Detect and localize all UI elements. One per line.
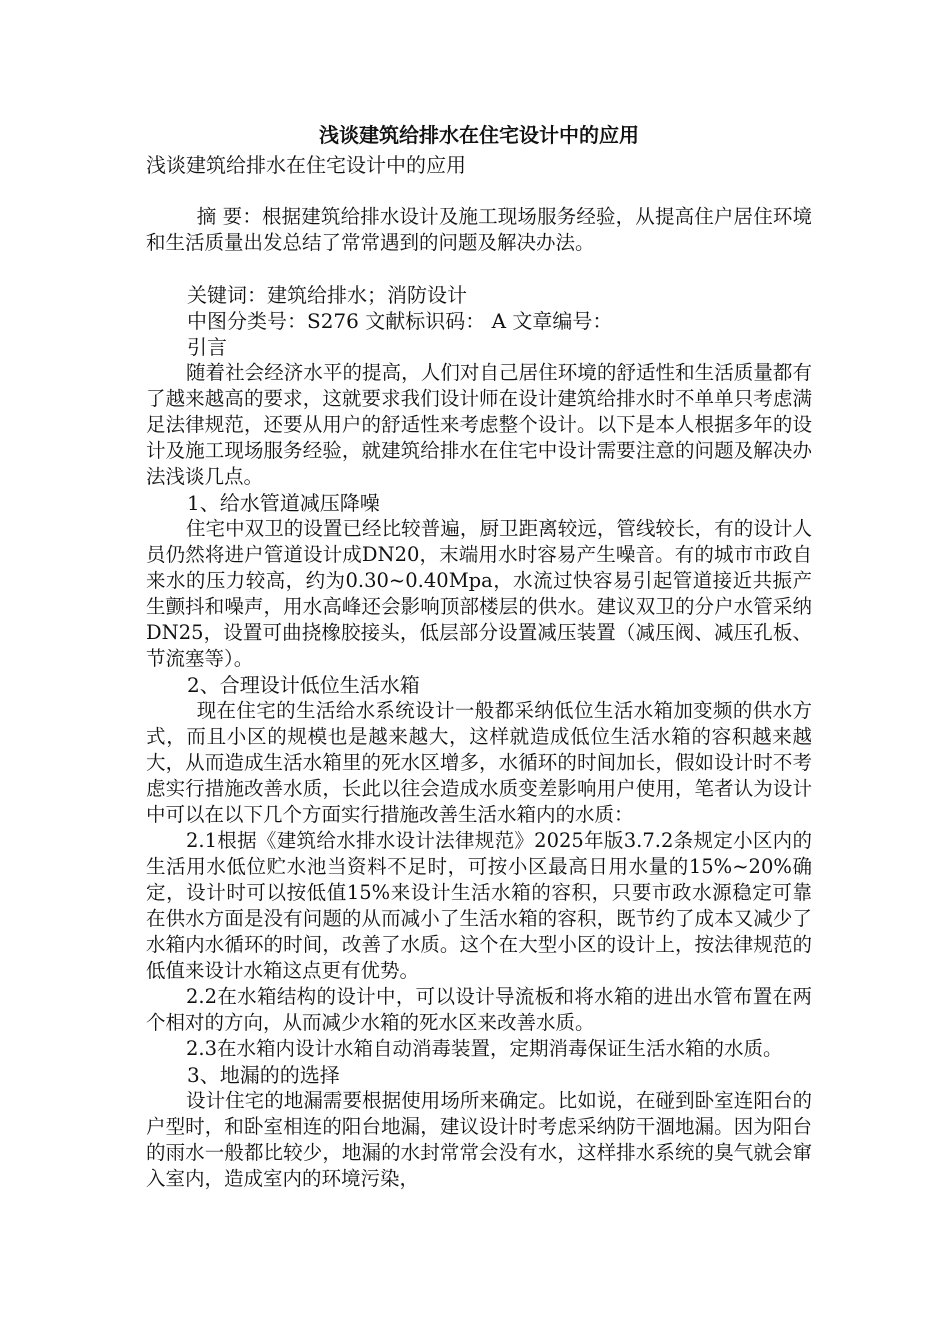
- intro-heading: 引言: [187, 335, 227, 359]
- section-2-1-paragraph: 2.1根据《建筑给水排水设计法律规范》2025年版3.7.2条规定小区内的生活用水低位贮水池当资料不足时，可按小区最高日用水量的15%~20%确定，设计时可以按低值15%来设计生活水箱的容积，只要市政水源稳定可靠在供水方面是没有问题的从而减小了生活水箱的容积，既节约了成本又减少了水箱内水循环的时间，改善了水质。这个在大型小区的设计上，按法律规范的低值来设计水箱这点更有优势。: [146, 829, 812, 982]
- section-3-heading: 3、地漏的的选择: [187, 1063, 340, 1087]
- spacer: [146, 178, 812, 204]
- intro-paragraph: 随着社会经济水平的提高，人们对自己居住环境的舒适性和生活质量都有了越来越高的要求，这就要求我们设计师在设计建筑给排水时不单单只考虑满足法律规范，还要从用户的舒适性来考虑整个设计。以下是本人根据多年的设计及施工现场服务经验，就建筑给排水在住宅中设计需要注意的问题及解决办法浅谈几点。: [146, 361, 812, 488]
- spacer: [146, 256, 812, 282]
- section-1-paragraph: 住宅中双卫的设置已经比较普遍，厨卫距离较远，管线较长，有的设计人员仍然将进户管道设计成DN20，末端用水时容易产生噪音。有的城市市政自来水的压力较高，约为0.30~0.40Mpa，水流过快容易引起管道接近共振产生颤抖和噪声，用水高峰还会影响顶部楼层的供水。建议双卫的分户水管采纳DN25，设置可曲挠橡胶接头，低层部分设置减压装置（减压阀、减压孔板、节流塞等）。: [146, 517, 812, 670]
- document-title: 浅谈建筑给排水在住宅设计中的应用: [319, 123, 639, 147]
- document-subtitle: 浅谈建筑给排水在住宅设计中的应用: [146, 153, 466, 177]
- section-2-heading: 2、合理设计低位生活水箱: [187, 673, 420, 697]
- section-3-paragraph: 设计住宅的地漏需要根据使用场所来确定。比如说，在碰到卧室连阳台的户型时，和卧室相连的阳台地漏，建议设计时考虑采纳防干涸地漏。因为阳台的雨水一般都比较少，地漏的水封常常会没有水，这样排水系统的臭气就会窜入室内，造成室内的环境污染，: [146, 1089, 812, 1190]
- keywords-line: 关键词：建筑给排水；消防设计: [187, 283, 467, 307]
- section-2-2-paragraph: 2.2在水箱结构的设计中，可以设计导流板和将水箱的进出水管布置在两个相对的方向，从而减少水箱的死水区来改善水质。: [146, 985, 812, 1034]
- classification-line: 中图分类号：S276 文献标识码： A 文章编号：: [187, 309, 613, 333]
- section-2-paragraph: 现在住宅的生活给水系统设计一般都采纳低位生活水箱加变频的供水方式，而且小区的规模也是越来越大，这样就造成低位生活水箱的容积越来越大，从而造成生活水箱里的死水区增多，水循环的时间加长，假如设计时不考虑实行措施改善水质，长此以往会造成水质变差影响用户使用，笔者认为设计中可以在以下几个方面实行措施改善生活水箱内的水质：: [146, 699, 812, 826]
- abstract-paragraph: 摘 要：根据建筑给排水设计及施工现场服务经验，从提高住户居住环境和生活质量出发总结了常常遇到的问题及解决办法。: [146, 205, 812, 254]
- section-1-heading: 1、给水管道减压降噪: [187, 491, 380, 515]
- section-2-3-paragraph: 2.3在水箱内设计水箱自动消毒装置，定期消毒保证生活水箱的水质。: [185, 1037, 783, 1060]
- document-page: [146, 118, 812, 1192]
